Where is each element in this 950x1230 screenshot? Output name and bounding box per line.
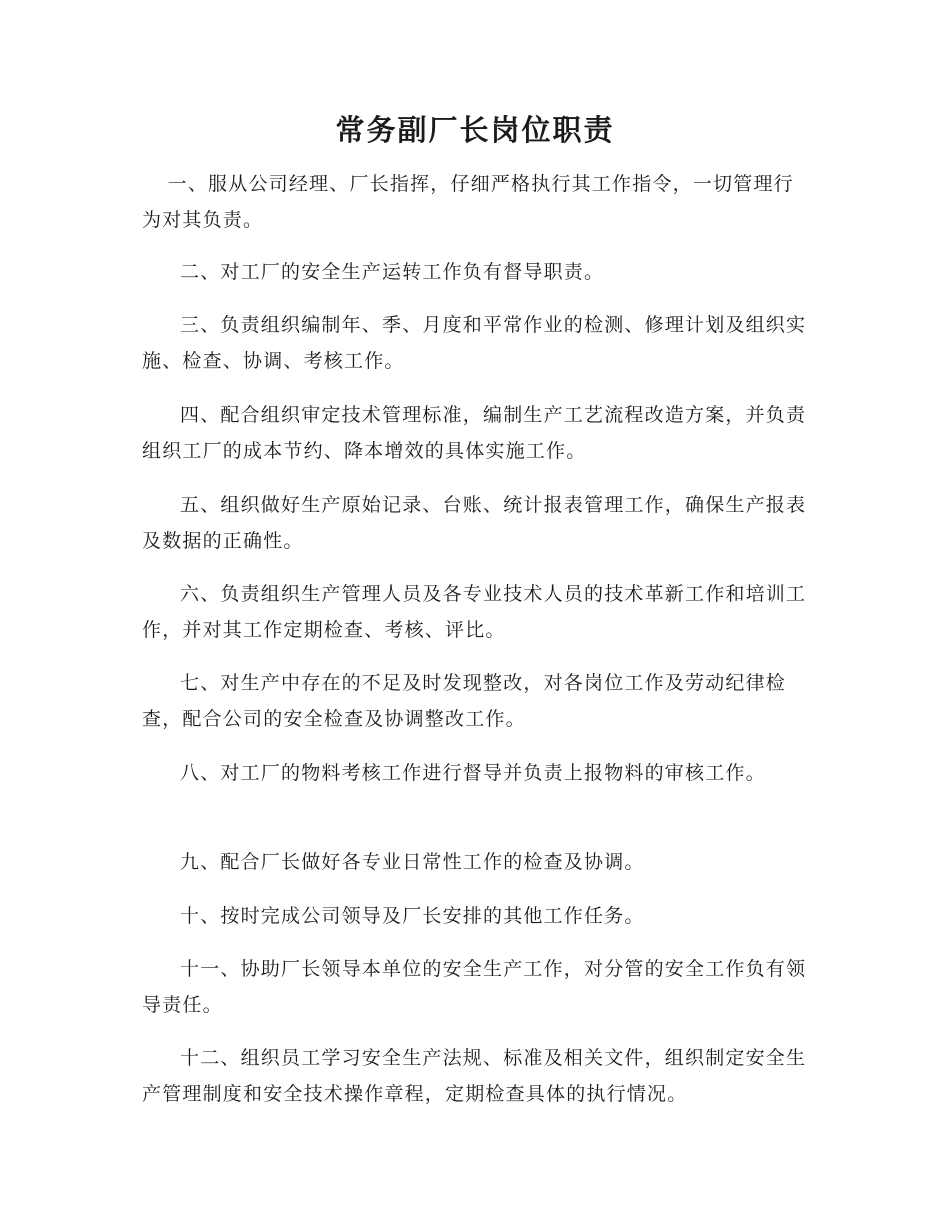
duty-paragraph-2: 二、对工厂的安全生产运转工作负有督导职责。 bbox=[180, 261, 605, 283]
duty-paragraph-1: 一、服从公司经理、厂长指挥，仔细严格执行其工作指令，一切管理行为对其负责。 bbox=[142, 173, 794, 231]
duty-paragraph-4: 四、配合组织审定技术管理标准，编制生产工艺流程改造方案，并负责组织工厂的成本节约、降本增效的具体实施工作。 bbox=[142, 404, 807, 462]
duty-paragraph-10: 十、按时完成公司领导及厂长安排的其他工作任务。 bbox=[180, 905, 645, 927]
duty-paragraph-5: 五、组织做好生产原始记录、台账、统计报表管理工作，确保生产报表及数据的正确性。 bbox=[142, 494, 807, 552]
duty-paragraph-12: 十二、组织员工学习安全生产法规、标准及相关文件，组织制定安全生产管理制度和安全技术操作章程，定期检查具体的执行情况。 bbox=[142, 1047, 807, 1105]
duty-paragraph-9: 九、配合厂长做好各专业日常性工作的检查及协调。 bbox=[180, 851, 645, 873]
duty-paragraph-6: 六、负责组织生产管理人员及各专业技术人员的技术革新工作和培训工作，并对其工作定期检查、考核、评比。 bbox=[142, 583, 807, 641]
duty-paragraph-7: 七、对生产中存在的不足及时发现整改，对各岗位工作及劳动纪律检查，配合公司的安全检查及协调整改工作。 bbox=[142, 672, 787, 730]
duty-paragraph-8: 八、对工厂的物料考核工作进行督导并负责上报物料的审核工作。 bbox=[180, 762, 766, 784]
page-title: 常务副厂长岗位职责 bbox=[335, 113, 615, 147]
duty-paragraph-3: 三、负责组织编制年、季、月度和平常作业的检测、修理计划及组织实施、检查、协调、考核工作。 bbox=[142, 314, 807, 372]
duty-paragraph-11: 十一、协助厂长领导本单位的安全生产工作，对分管的安全工作负有领导责任。 bbox=[142, 958, 807, 1016]
